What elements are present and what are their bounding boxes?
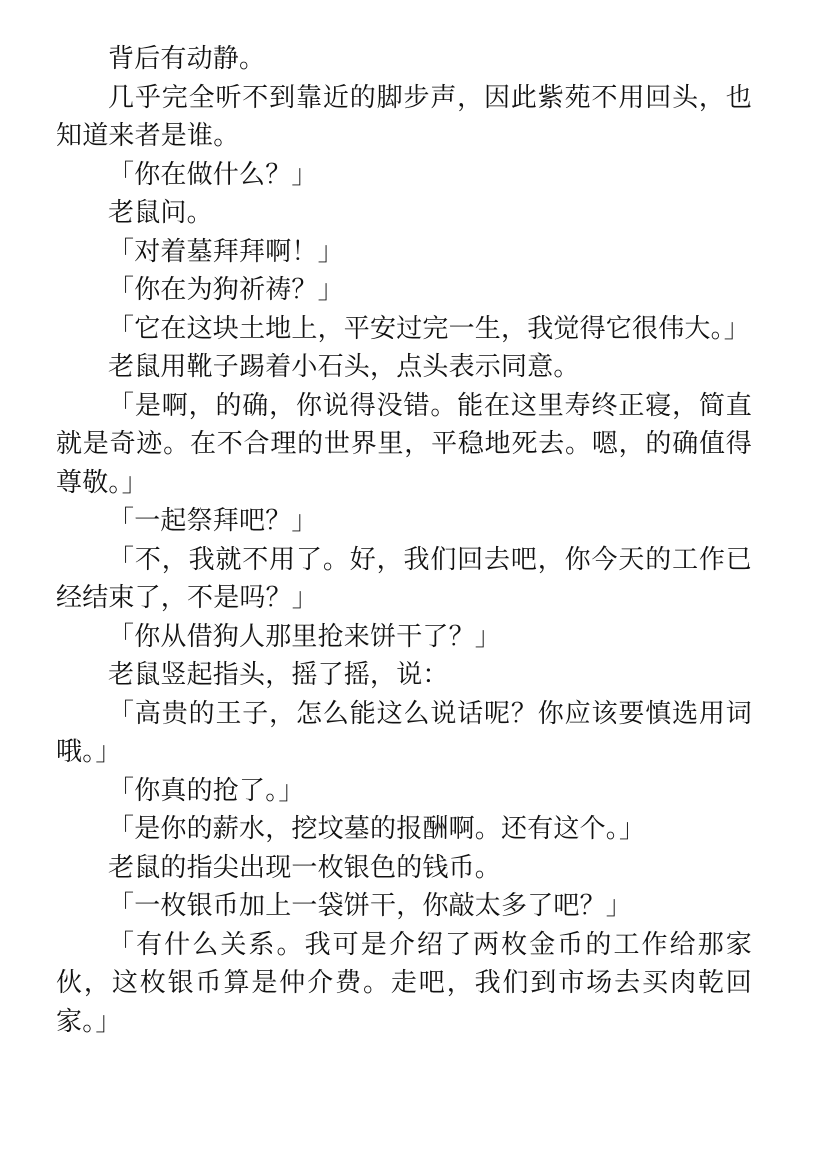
paragraph: 「是你的薪水，挖坟墓的报酬啊。还有这个。」 [108,814,646,844]
paragraph: 「一枚银币加上一袋饼干，你敲太多了吧？」 [108,891,633,921]
paragraph: 背后有动静。 [108,44,266,74]
paragraph: 老鼠竖起指头，摇了摇，说： [108,660,449,690]
document-page [56,40,752,1041]
paragraph: 「对着墓拜拜啊！」 [108,236,344,267]
paragraph: 「高贵的王子，怎么能这么说话呢？你应该要慎选用词哦。」 [56,698,752,767]
paragraph: 「你在做什么？」 [108,159,318,190]
paragraph: 「它在这块土地上，平安过完一生，我觉得它很伟大。」 [108,313,751,344]
paragraph: 「一起祭拜吧？」 [108,506,318,536]
paragraph: 几乎完全听不到靠近的脚步声，因此紫苑不用回头，也知道来者是谁。 [56,82,752,151]
paragraph: 老鼠的指尖出现一枚银色的钱币。 [108,852,502,883]
paragraph: 「你真的抢了。」 [108,775,305,806]
paragraph: 「是啊，的确，你说得没错。能在这里寿终正寝，简直就是奇迹。在不合理的世界里，平稳地死去。嗯，的确值得尊敬。」 [56,390,752,498]
paragraph: 「有什么关系。我可是介绍了两枚金币的工作给那家伙，这枚银币算是仲介费。走吧，我们到市场去买肉乾回家。」 [56,929,752,1037]
paragraph: 「不，我就不用了。好，我们回去吧，你今天的工作已经结束了，不是吗？」 [56,544,752,613]
paragraph: 「你在为狗祈祷？」 [108,275,344,305]
paragraph: 老鼠用靴子踢着小石头，点头表示同意。 [108,352,580,382]
paragraph: 老鼠问。 [108,198,213,228]
paragraph: 「你从借狗人那里抢来饼干了？」 [108,621,502,652]
